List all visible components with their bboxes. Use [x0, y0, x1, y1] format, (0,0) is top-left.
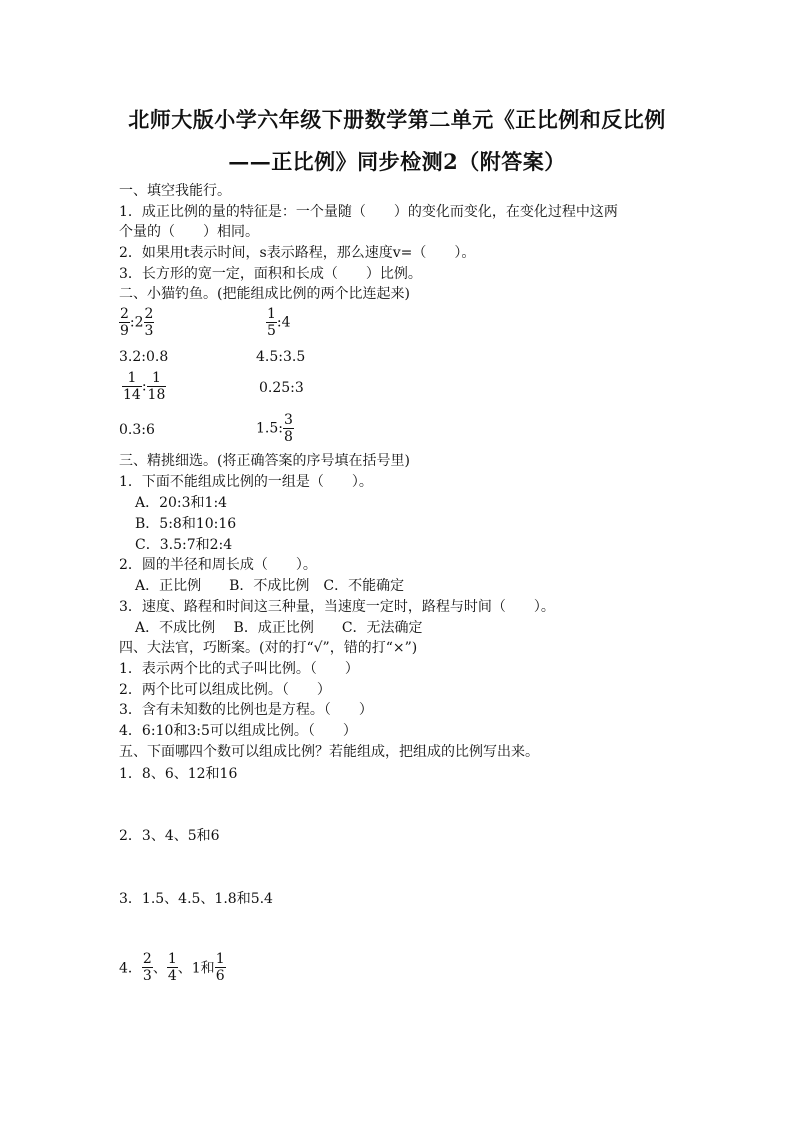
- s5-question-3: 3．1.5、4.5、1.8和5.4: [119, 891, 273, 907]
- fraction: $\frac{1}{4}$: [167, 951, 177, 984]
- fraction: $\frac{2}{3}$: [144, 306, 154, 339]
- s5-question-1: 1．8、6、12和16: [119, 766, 238, 782]
- s5-question-4: 4． $\frac{2}{3}$ 、 $\frac{1}{4}$ 、1和 $\frac{1}{6}$: [119, 951, 225, 984]
- s2-row-4-right: 1.5: $\frac{3}{8}$: [256, 412, 293, 445]
- s3-q1-option-b: B．5:8和10:16: [135, 516, 237, 532]
- fraction: $\frac{2}{3}$: [142, 951, 152, 984]
- section-5-heading: 五、下面哪四个数可以组成比例？若能组成，把组成的比例写出来。: [119, 744, 539, 760]
- s1-question-2: 2．如果用t表示时间，s表示路程，那么速度v=（ ）。: [119, 245, 476, 261]
- s3-q1-option-a: A．20:3和1:4: [135, 495, 228, 511]
- s2-row-2-left: 3.2:0.8: [119, 349, 169, 365]
- fraction: $\frac{1}{14}$: [123, 370, 141, 403]
- s2-row-1-left: $\frac{2}{9}$ :2 $\frac{2}{3}$: [120, 306, 154, 339]
- s2-row-4-left: 0.3:6: [119, 422, 155, 438]
- s1-question-1-line-a: 1．成正比例的量的特征是：一个量随（ ）的变化而变化，在变化过程中这两: [119, 204, 618, 220]
- s3-q3-options: A．不成比例 B．成正比例 C．无法确定: [135, 620, 423, 636]
- section-1-heading: 一、填空我能行。: [119, 183, 231, 199]
- section-4-heading: 四、大法官，巧断案。(对的打“√”，错的打“×”): [119, 640, 418, 656]
- s2-row-3-right: 0.25:3: [259, 380, 304, 396]
- s3-question-2: 2．圆的半径和周长成（ ）。: [119, 557, 317, 573]
- s1-question-1-line-b: 个量的（ ）相同。: [119, 224, 259, 240]
- s4-question-4: 4．6:10和3:5可以组成比例。（ ）: [119, 723, 357, 739]
- s4-question-2: 2．两个比可以组成比例。（ ）: [119, 682, 331, 698]
- s2-row-1-right: $\frac{1}{5}$ :4: [267, 306, 291, 339]
- fraction: $\frac{3}{8}$: [283, 412, 293, 445]
- s3-question-1: 1．下面不能组成比例的一组是（ ）。: [119, 474, 373, 490]
- fraction: $\frac{1}{5}$: [267, 306, 276, 339]
- fraction: $\frac{2}{9}$: [120, 306, 129, 339]
- section-2-heading: 二、小猫钓鱼。(把能组成比例的两个比连起来): [119, 286, 410, 302]
- s2-row-3-left: $\frac{1}{14}$ : $\frac{1}{18}$: [123, 370, 166, 403]
- s4-question-1: 1．表示两个比的式子叫比例。（ ）: [119, 661, 359, 677]
- s4-question-3: 3．含有未知数的比例也是方程。（ ）: [119, 702, 373, 718]
- s3-question-3: 3．速度、路程和时间这三种量，当速度一定时，路程与时间（ ）。: [119, 599, 555, 615]
- s1-question-3: 3．长方形的宽一定，面积和长成（ ）比例。: [119, 266, 422, 282]
- title-line-1: 北师大版小学六年级下册数学第二单元《正比例和反比例: [128, 107, 666, 132]
- fraction: $\frac{1}{6}$: [215, 951, 225, 984]
- section-3-heading: 三、精挑细选。(将正确答案的序号填在括号里): [119, 453, 410, 469]
- s3-q2-options: A．正比例 B．不成比例 C．不能确定: [135, 578, 405, 594]
- s5-question-2: 2．3、4、5和6: [119, 828, 220, 844]
- fraction: $\frac{1}{18}$: [147, 370, 166, 403]
- s3-q1-option-c: C．3.5:7和2:4: [135, 537, 233, 553]
- title-line-2: ——正比例》同步检测2（附答案）: [228, 149, 566, 174]
- s2-row-2-right: 4.5:3.5: [256, 349, 306, 365]
